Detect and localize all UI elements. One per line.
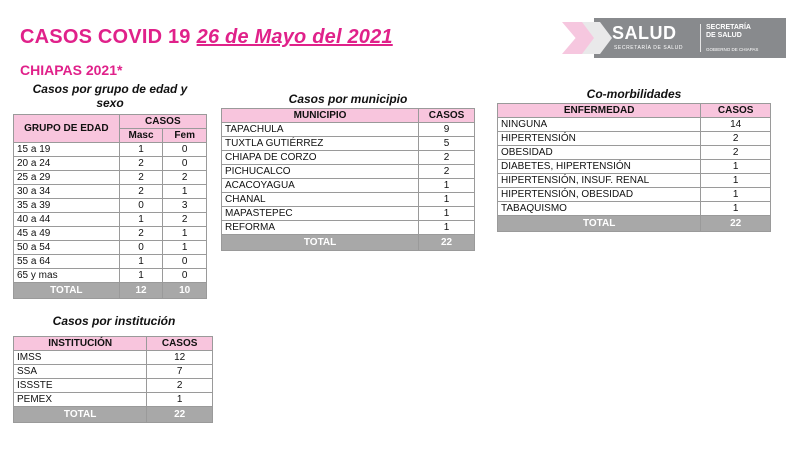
cell-masc: 1 [119,269,163,283]
table-row [222,193,475,207]
table-row [14,241,207,255]
logo-gobierno-text: GOBIERNO DE CHIAPAS [706,47,759,52]
cell-grupo: 50 a 54 [14,241,120,255]
total-masc: 12 [119,283,163,299]
col-header-institucion: INSTITUCIÓN [14,337,147,351]
cell-fem: 1 [163,241,207,255]
total-row [14,283,207,299]
logo-salud-subtext: SECRETARÍA DE SALUD [614,45,684,51]
total-fem: 10 [163,283,207,299]
cell-grupo: 65 y mas [14,269,120,283]
table-row [222,221,475,235]
total-value: 22 [701,216,771,232]
cell-fem: 0 [163,269,207,283]
cell-municipio: TUXTLA GUTIÉRREZ [222,137,419,151]
total-row [498,216,771,232]
cell-enfermedad: NINGUNA [498,118,701,132]
table-row [14,365,213,379]
cell-casos: 2 [419,165,475,179]
cell-institucion: SSA [14,365,147,379]
cell-enfermedad: HIPERTENSIÓN, OBESIDAD [498,188,701,202]
title-text: CASOS COVID 19 [20,26,191,48]
col-header-casos: CASOS [119,115,206,129]
cell-municipio: TAPACHULA [222,123,419,137]
table-row [14,143,207,157]
total-value: 22 [147,407,213,423]
total-label: TOTAL [498,216,701,232]
edad-table [13,114,207,299]
cell-grupo: 25 a 29 [14,171,120,185]
cell-municipio: ACACOYAGUA [222,179,419,193]
cell-masc: 1 [119,213,163,227]
page-title [20,26,393,49]
cell-institucion: ISSSTE [14,379,147,393]
edad-table-title [14,82,206,110]
cell-fem: 3 [163,199,207,213]
edad-title-line1: Casos por grupo de edad y [32,82,188,96]
table-row [14,269,207,283]
table-row [222,179,475,193]
cell-casos: 2 [147,379,213,393]
table-row [498,202,771,216]
cell-institucion: PEMEX [14,393,147,407]
institucion-table-title: Casos por institución [52,314,176,328]
cell-masc: 0 [119,199,163,213]
total-label: TOTAL [222,235,419,251]
cell-grupo: 45 a 49 [14,227,120,241]
edad-title-line2: sexo [96,96,124,110]
col-header-casos: CASOS [701,104,771,118]
institucion-table [13,336,213,423]
table-row [498,146,771,160]
col-header-masc: Masc [119,129,163,143]
cell-grupo: 40 a 44 [14,213,120,227]
title-date: 26 de Mayo del 2021 [196,26,393,48]
cell-casos: 2 [701,132,771,146]
table-row [498,174,771,188]
cell-casos: 12 [147,351,213,365]
cell-enfermedad: TABAQUISMO [498,202,701,216]
total-row [222,235,475,251]
table-row [498,160,771,174]
cell-fem: 1 [163,227,207,241]
cell-casos: 2 [701,146,771,160]
cell-grupo: 35 a 39 [14,199,120,213]
cell-masc: 2 [119,185,163,199]
table-row [14,185,207,199]
table-row [14,171,207,185]
cell-masc: 1 [119,255,163,269]
cell-masc: 2 [119,227,163,241]
cell-fem: 2 [163,171,207,185]
cell-casos: 2 [419,151,475,165]
table-row [14,255,207,269]
cell-municipio: MAPASTEPEC [222,207,419,221]
cell-casos: 5 [419,137,475,151]
total-value: 22 [419,235,475,251]
cell-grupo: 15 a 19 [14,143,120,157]
logo-secretaria-line: SECRETARÍA [706,24,751,31]
cell-casos: 1 [419,207,475,221]
cell-fem: 0 [163,255,207,269]
table-row [498,118,771,132]
cell-casos: 1 [701,188,771,202]
logo-salud-text: SALUD [612,23,677,43]
cell-enfermedad: OBESIDAD [498,146,701,160]
logo-secretaria-text [706,24,751,40]
table-row [222,207,475,221]
page-subtitle: CHIAPAS 2021* [20,62,123,78]
cell-fem: 1 [163,185,207,199]
table-row [498,188,771,202]
cell-municipio: CHANAL [222,193,419,207]
cell-casos: 1 [419,221,475,235]
logo-separator [700,24,701,52]
cell-institucion: IMSS [14,351,147,365]
cell-fem: 0 [163,157,207,171]
cell-enfermedad: HIPERTENSIÓN [498,132,701,146]
cell-casos: 1 [419,193,475,207]
table-row [14,351,213,365]
table-row [14,199,207,213]
col-header-fem: Fem [163,129,207,143]
cell-fem: 0 [163,143,207,157]
cell-masc: 1 [119,143,163,157]
cell-casos: 9 [419,123,475,137]
cell-grupo: 30 a 34 [14,185,120,199]
cell-casos: 1 [701,174,771,188]
table-row [222,165,475,179]
table-row [222,151,475,165]
cell-enfermedad: HIPERTENSIÓN, INSUF. RENAL [498,174,701,188]
total-label: TOTAL [14,407,147,423]
total-row [14,407,213,423]
cell-casos: 1 [147,393,213,407]
table-row [498,132,771,146]
table-row [14,227,207,241]
table-row [14,379,213,393]
table-row [222,137,475,151]
cell-casos: 14 [701,118,771,132]
comorbilidades-table-title: Co-morbilidades [586,87,682,101]
cell-municipio: PICHUCALCO [222,165,419,179]
cell-casos: 1 [419,179,475,193]
salud-logo-banner [556,18,786,58]
cell-masc: 0 [119,241,163,255]
col-header-municipio: MUNICIPIO [222,109,419,123]
col-header-casos: CASOS [419,109,475,123]
total-label: TOTAL [14,283,120,299]
municipio-table [221,108,475,251]
col-header-enfermedad: ENFERMEDAD [498,104,701,118]
col-header-grupo: GRUPO DE EDAD [14,115,120,143]
cell-enfermedad: DIABETES, HIPERTENSIÓN [498,160,701,174]
cell-grupo: 55 a 64 [14,255,120,269]
cell-masc: 2 [119,171,163,185]
logo-de-salud-line: DE SALUD [706,32,742,39]
cell-municipio: CHIAPA DE CORZO [222,151,419,165]
table-row [14,393,213,407]
cell-casos: 1 [701,202,771,216]
municipio-table-title: Casos por municipio [288,92,408,106]
cell-grupo: 20 a 24 [14,157,120,171]
comorbilidades-table [497,103,771,232]
cell-municipio: REFORMA [222,221,419,235]
cell-casos: 1 [701,160,771,174]
cell-fem: 2 [163,213,207,227]
col-header-casos: CASOS [147,337,213,351]
table-row [14,213,207,227]
table-row [222,123,475,137]
cell-masc: 2 [119,157,163,171]
cell-casos: 7 [147,365,213,379]
table-row [14,157,207,171]
